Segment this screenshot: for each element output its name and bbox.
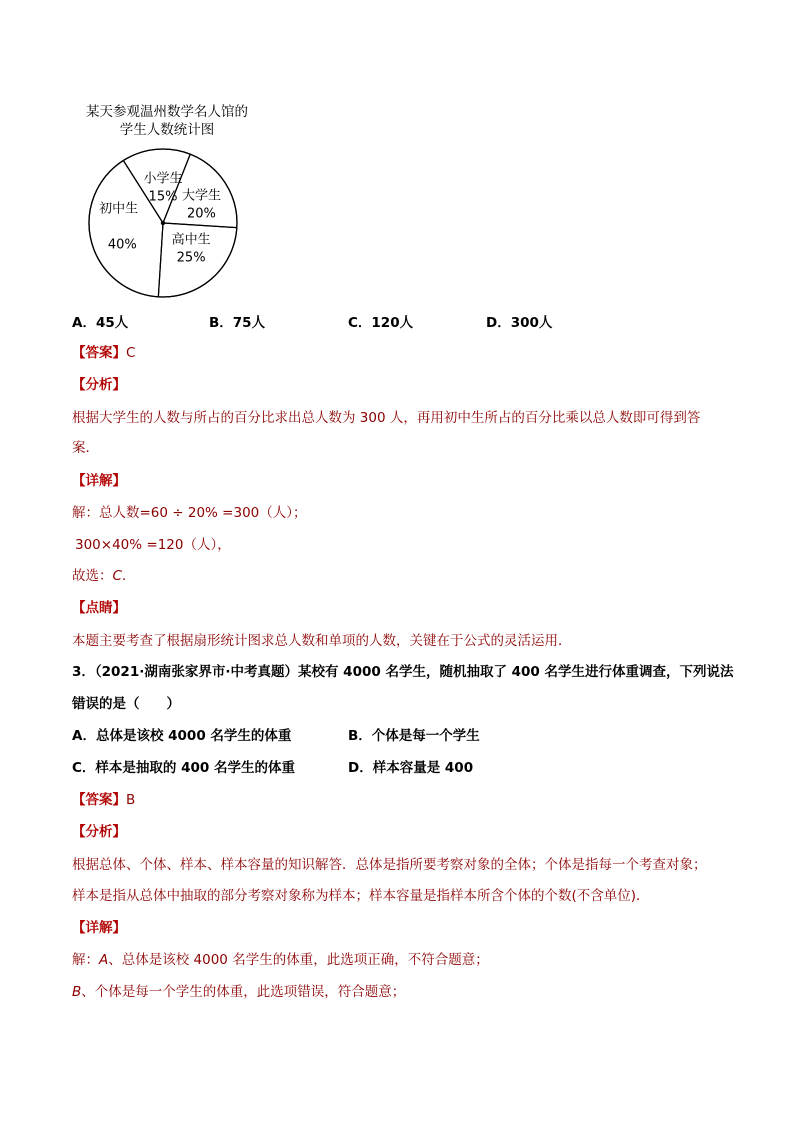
slice-percent-label: 40% xyxy=(107,237,137,253)
detail-letter: A xyxy=(99,952,109,968)
slice-label: 初中生 xyxy=(99,201,139,217)
answer-value: C xyxy=(126,345,136,361)
detail-tag: 【详解】 xyxy=(72,473,126,489)
detail-prefix: 解： xyxy=(72,952,99,968)
pie-center-dot xyxy=(161,221,165,225)
choice-c: C．120人 xyxy=(348,315,414,331)
slice-label: 小学生 xyxy=(143,171,183,187)
q3-choice-c: C．样本是抽取的 400 名学生的体重 xyxy=(72,760,295,776)
detail-suffix: ． xyxy=(121,568,136,584)
q3-choice-a: A．总体是该校 4000 名学生的体重 xyxy=(72,728,292,744)
q3-stem-line: 3．（2021·湖南张家界市·中考真题）某校有 4000 名学生，随机抽取了 400 名学生进行体重调查，下列说法 xyxy=(72,664,734,680)
chart-title-line1: 某天参观温州数学名人馆的 xyxy=(86,104,248,120)
choice-a: A．45人 xyxy=(72,315,129,331)
detail-tag: 【详解】 xyxy=(72,920,126,936)
slice-label: 大学生 xyxy=(181,188,221,204)
detail-letter: B xyxy=(72,984,82,1000)
detail-line xyxy=(72,566,135,586)
slice-percent-label: 15% xyxy=(148,189,178,205)
analysis-line: 样本是指从总体中抽取的部分考察对象称为样本；样本容量是指样本所含个体的个数(不含单位)． xyxy=(72,888,650,904)
pie-svg xyxy=(85,145,245,305)
detail-line: 解：总人数=60 ÷ 20% =300（人）； xyxy=(72,505,307,521)
comment-line: 本题主要考查了根据扇形统计图求总人数和单项的人数，关键在于公式的灵活运用． xyxy=(72,633,572,649)
slice-percent-label: 25% xyxy=(176,250,206,266)
analysis-line: 根据总体、个体、样本、样本容量的知识解答．总体是指所要考察对象的全体；个体是指每一个考查对象； xyxy=(72,857,707,873)
answer-tag: 【答案】 xyxy=(72,345,126,361)
analysis-line: 案． xyxy=(72,440,99,456)
chart-title-line2: 学生人数统计图 xyxy=(119,122,215,138)
analysis-line: 根据大学生的人数与所占的百分比求出总人数为 300 人，再用初中生所占的百分比乘以总人数即可得到答 xyxy=(72,410,701,426)
detail-line: 300×40% =120（人）， xyxy=(75,537,231,553)
answer-value: B xyxy=(126,792,136,808)
choice-b: B．75人 xyxy=(209,315,266,331)
comment-tag: 【点睛】 xyxy=(72,600,126,616)
pie-chart xyxy=(85,145,245,305)
detail-prefix: 故选： xyxy=(72,568,113,584)
slice-percent-label: 20% xyxy=(187,206,216,222)
slice-label: 高中生 xyxy=(171,232,211,248)
detail-rest: 、个体是每一个学生的体重，此选项错误，符合题意； xyxy=(81,984,406,1000)
detail-rest: 、总体是该校 4000 名学生的体重，此选项正确，不符合题意； xyxy=(108,952,489,968)
analysis-tag: 【分析】 xyxy=(72,824,126,840)
detail-line xyxy=(72,950,489,970)
answer-tag: 【答案】 xyxy=(72,792,126,808)
detail-letter: C xyxy=(112,568,122,584)
choice-d: D．300人 xyxy=(486,315,553,331)
q3-choice-b: B．个体是每一个学生 xyxy=(348,728,480,744)
analysis-tag: 【分析】 xyxy=(72,377,126,393)
q3-choice-d: D．样本容量是 400 xyxy=(348,760,474,776)
detail-line xyxy=(72,982,405,1002)
q3-stem-line: 错误的是（ ） xyxy=(72,696,180,712)
chart-title xyxy=(72,103,262,139)
q2-answer-row xyxy=(72,343,135,363)
q3-answer-row xyxy=(72,790,135,810)
